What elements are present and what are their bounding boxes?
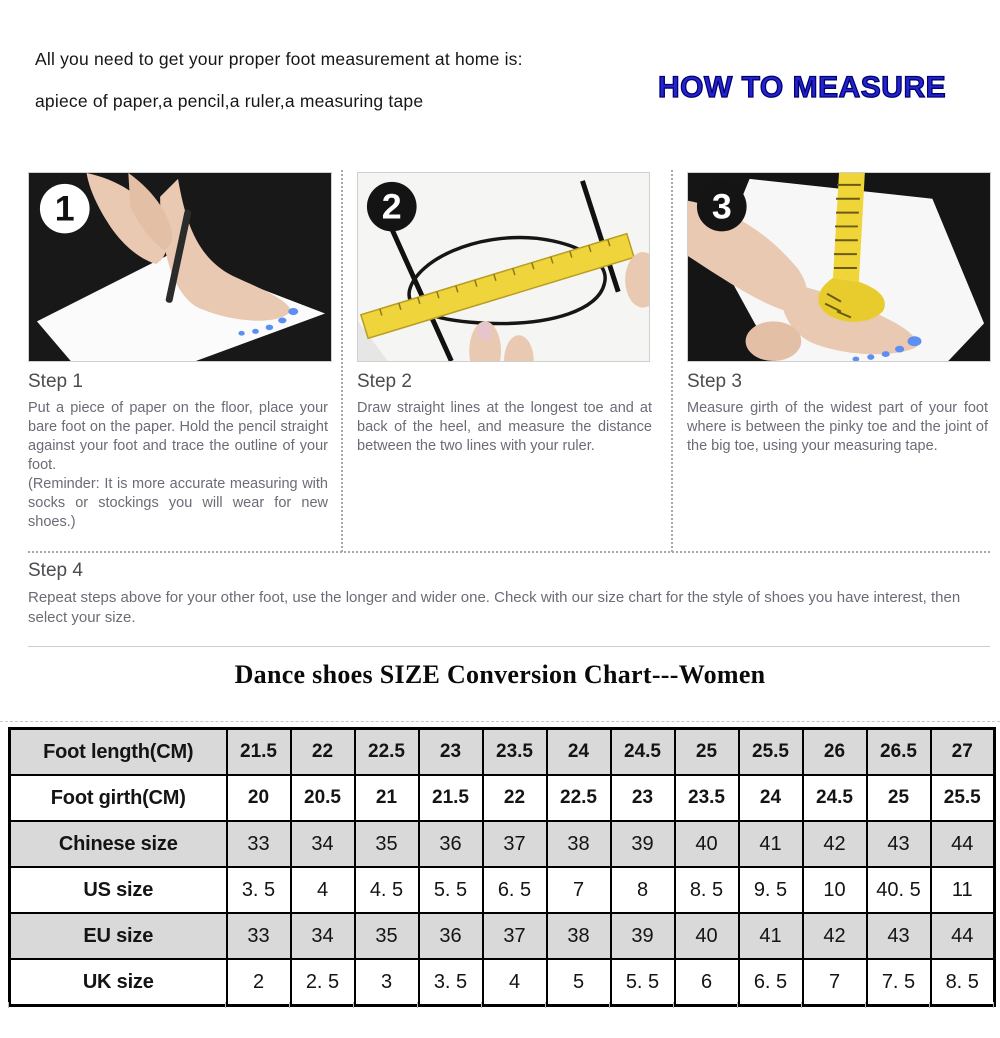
step3-title: Step 3 xyxy=(687,371,742,392)
size-cell: 9. 5 xyxy=(739,867,803,913)
size-cell: 41 xyxy=(739,913,803,959)
step1-text: Put a piece of paper on the floor, place your bare foot on the paper. Hold the pencil straight against your foot and trace the outline of your foot. xyxy=(28,400,328,473)
spreadsheet-gridline xyxy=(0,721,1000,722)
size-cell: 37 xyxy=(483,913,547,959)
step2-title: Step 2 xyxy=(357,371,412,392)
size-cell: 6 xyxy=(675,959,739,1006)
size-cell: 5. 5 xyxy=(611,959,675,1006)
size-cell: 36 xyxy=(419,821,483,867)
photo-step2-measure-length xyxy=(357,172,650,362)
size-cell: 20 xyxy=(227,775,291,821)
intro-line-1: All you need to get your proper foot measurement at home is: xyxy=(35,49,523,69)
size-cell: 2 xyxy=(227,959,291,1006)
size-cell: 25.5 xyxy=(931,775,995,821)
size-cell: 10 xyxy=(803,867,867,913)
step2-text: Draw straight lines at the longest toe and at back of the heel, and measure the distance between the two lines with your ruler. xyxy=(357,400,652,454)
step4-title: Step 4 xyxy=(28,560,83,581)
size-cell: 35 xyxy=(355,821,419,867)
size-cell: 6. 5 xyxy=(739,959,803,1006)
size-cell: 23 xyxy=(419,729,483,776)
size-cell: 2. 5 xyxy=(291,959,355,1006)
size-cell: 37 xyxy=(483,821,547,867)
step3-text: Measure girth of the widest part of your foot where is between the pinky toe and the joint of the big toe, using your measuring tape. xyxy=(687,400,988,454)
spreadsheet-gridline-tick xyxy=(481,1002,482,1008)
size-table-body xyxy=(10,729,995,1006)
size-cell: 21.5 xyxy=(419,775,483,821)
size-cell: 33 xyxy=(227,821,291,867)
spreadsheet-gridline-tick xyxy=(225,1002,226,1008)
size-cell: 24.5 xyxy=(611,729,675,776)
intro-line-2: apiece of paper,a pencil,a ruler,a measuring tape xyxy=(35,91,424,111)
size-cell: 34 xyxy=(291,913,355,959)
ruler-measure-illustration xyxy=(358,173,649,361)
step3-badge-number: 3 xyxy=(711,186,732,227)
size-cell: 3. 5 xyxy=(227,867,291,913)
size-cell: 35 xyxy=(355,913,419,959)
row-label: EU size xyxy=(10,913,227,959)
spreadsheet-gridline-tick xyxy=(673,1002,674,1008)
step2-body xyxy=(357,399,652,456)
row-label: Foot girth(CM) xyxy=(10,775,227,821)
size-chart-title: Dance shoes SIZE Conversion Chart---Women xyxy=(234,660,766,689)
size-cell: 6. 5 xyxy=(483,867,547,913)
size-cell: 4. 5 xyxy=(355,867,419,913)
size-cell: 4 xyxy=(291,867,355,913)
size-cell: 24 xyxy=(547,729,611,776)
size-cell: 22 xyxy=(483,775,547,821)
row-label: US size xyxy=(10,867,227,913)
spreadsheet-gridline-tick xyxy=(801,1002,802,1008)
spreadsheet-gridline-tick xyxy=(993,1002,994,1008)
size-cell: 23.5 xyxy=(483,729,547,776)
step2-badge-number: 2 xyxy=(381,186,402,227)
spreadsheet-gridline-tick xyxy=(353,1002,354,1008)
step1-body xyxy=(28,399,328,532)
spreadsheet-gridline-tick xyxy=(545,1002,546,1008)
size-cell: 3. 5 xyxy=(419,959,483,1006)
table-row xyxy=(10,867,995,913)
spreadsheet-gridline-tick xyxy=(417,1002,418,1008)
foot-trace-illustration xyxy=(29,173,331,361)
size-cell: 25 xyxy=(675,729,739,776)
size-cell: 43 xyxy=(867,913,931,959)
table-row xyxy=(10,959,995,1006)
spreadsheet-gridline-tick xyxy=(609,1002,610,1008)
size-cell: 38 xyxy=(547,821,611,867)
size-cell: 22.5 xyxy=(547,775,611,821)
size-cell: 23 xyxy=(611,775,675,821)
size-conversion-table xyxy=(8,727,996,1007)
size-cell: 41 xyxy=(739,821,803,867)
size-cell: 39 xyxy=(611,913,675,959)
table-row xyxy=(10,729,995,776)
spreadsheet-gridline-tick xyxy=(289,1002,290,1008)
table-row xyxy=(10,821,995,867)
section-divider xyxy=(28,646,990,647)
size-cell: 36 xyxy=(419,913,483,959)
spreadsheet-gridline-tick xyxy=(8,1002,9,1008)
photo-step1-trace-foot xyxy=(28,172,332,362)
hand-shape xyxy=(746,321,802,361)
size-cell: 39 xyxy=(611,821,675,867)
size-cell: 26.5 xyxy=(867,729,931,776)
size-cell: 25 xyxy=(867,775,931,821)
step1-badge-number: 1 xyxy=(54,188,75,229)
tape-girth-illustration xyxy=(688,173,990,361)
row-label: UK size xyxy=(10,959,227,1006)
size-cell: 7 xyxy=(803,959,867,1006)
size-cell: 5 xyxy=(547,959,611,1006)
size-cell: 21.5 xyxy=(227,729,291,776)
step1-note: (Reminder: It is more accurate measuring with socks or stockings you will wear for new shoes.) xyxy=(28,476,328,530)
size-cell: 40 xyxy=(675,821,739,867)
size-cell: 11 xyxy=(931,867,995,913)
row-label: Chinese size xyxy=(10,821,227,867)
page-title: HOW TO MEASURE xyxy=(658,71,947,104)
size-cell: 7 xyxy=(547,867,611,913)
size-cell: 4 xyxy=(483,959,547,1006)
size-cell: 8. 5 xyxy=(675,867,739,913)
size-cell: 44 xyxy=(931,913,995,959)
table-row xyxy=(10,775,995,821)
size-cell: 20.5 xyxy=(291,775,355,821)
step3-body xyxy=(687,399,988,456)
size-cell: 34 xyxy=(291,821,355,867)
size-cell: 21 xyxy=(355,775,419,821)
size-cell: 40. 5 xyxy=(867,867,931,913)
size-cell: 27 xyxy=(931,729,995,776)
size-cell: 22.5 xyxy=(355,729,419,776)
spreadsheet-gridline-tick xyxy=(929,1002,930,1008)
dotted-divider xyxy=(28,551,990,553)
size-cell: 33 xyxy=(227,913,291,959)
size-cell: 42 xyxy=(803,913,867,959)
size-cell: 22 xyxy=(291,729,355,776)
size-cell: 24.5 xyxy=(803,775,867,821)
size-cell: 3 xyxy=(355,959,419,1006)
size-cell: 42 xyxy=(803,821,867,867)
size-cell: 40 xyxy=(675,913,739,959)
column-divider xyxy=(671,170,673,552)
size-cell: 7. 5 xyxy=(867,959,931,1006)
size-cell: 24 xyxy=(739,775,803,821)
size-cell: 26 xyxy=(803,729,867,776)
size-cell: 38 xyxy=(547,913,611,959)
size-cell: 23.5 xyxy=(675,775,739,821)
spreadsheet-gridline-tick xyxy=(737,1002,738,1008)
column-divider xyxy=(341,170,343,552)
photo-step3-measure-girth xyxy=(687,172,991,362)
size-cell: 43 xyxy=(867,821,931,867)
size-cell: 25.5 xyxy=(739,729,803,776)
table-row xyxy=(10,913,995,959)
size-cell: 8 xyxy=(611,867,675,913)
spreadsheet-gridline-tick xyxy=(865,1002,866,1008)
step4-body: Repeat steps above for your other foot, use the longer and wider one. Check with our size chart for the style of shoes you have interest, then select your size. xyxy=(28,589,961,626)
size-cell: 5. 5 xyxy=(419,867,483,913)
step1-title: Step 1 xyxy=(28,371,83,392)
size-cell: 8. 5 xyxy=(931,959,995,1006)
row-label: Foot length(CM) xyxy=(10,729,227,776)
size-cell: 44 xyxy=(931,821,995,867)
